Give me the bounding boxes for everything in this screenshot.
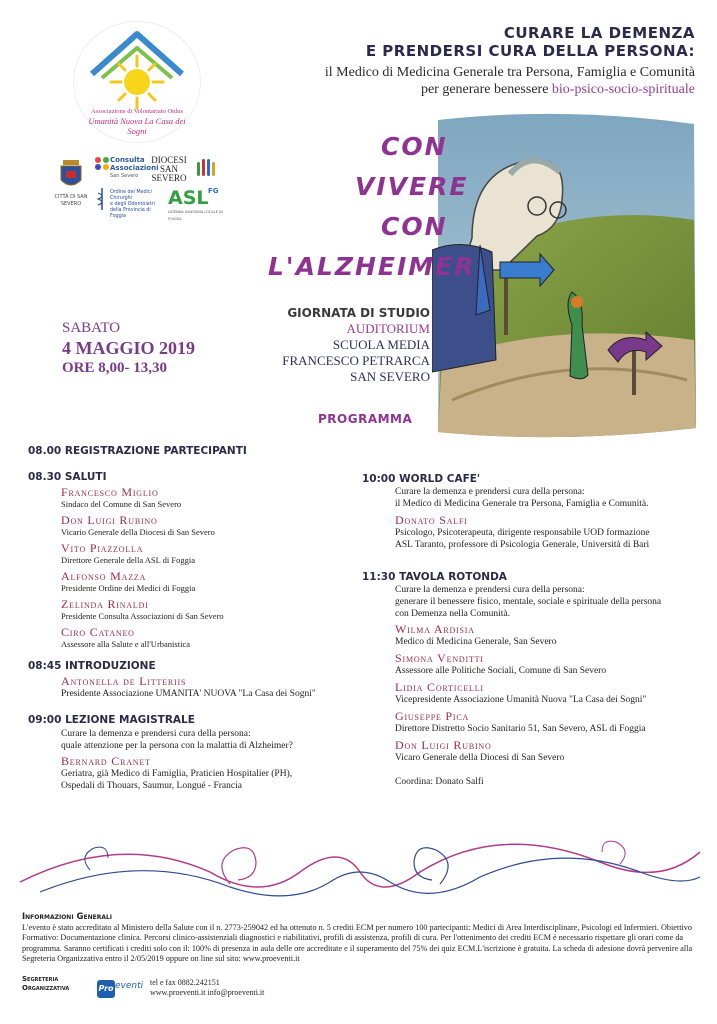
ordine-line-3: della Provincia di Foggia bbox=[110, 208, 151, 219]
cafe-time: 10:00 bbox=[362, 473, 396, 485]
intro-speaker-name: Antonella de Litteriis bbox=[61, 674, 187, 688]
speaker-name: Lidia Corticelli bbox=[395, 680, 484, 694]
title-line-2: E PRENDERSI CURA DELLA PERSONA: bbox=[365, 42, 695, 60]
speaker-role: Vicaro Generale della Diocesi di San Severo bbox=[395, 753, 565, 763]
speaker-name: Ciro Cataneo bbox=[61, 625, 135, 639]
speaker-role: Vicepresidente Associazione Umanità Nuova "La Casa dei Sogni" bbox=[395, 695, 647, 705]
lezione-time: 09:00 bbox=[28, 714, 62, 726]
cafe-text-2: il Medico di Medicina Generale tra Persona, Famiglia e Comunità. bbox=[395, 499, 649, 509]
diocesi-line-3: SEVERO bbox=[151, 173, 187, 183]
tavola-time: 11:30 bbox=[362, 571, 396, 583]
reg-title: REGISTRAZIONE PARTECIPANTI bbox=[64, 445, 247, 457]
people-circle-icon bbox=[94, 155, 110, 171]
saluti-list bbox=[28, 485, 358, 650]
subtitle-accent: bio-psico-socio-spirituale bbox=[551, 82, 695, 97]
tavola-text-2: generare il benessere fisico, mentale, sociale e spirituale della persona bbox=[395, 597, 662, 607]
speaker-name: Don Luigi Rubino bbox=[61, 513, 158, 527]
speaker-role: Direttore Distretto Socio Sanitario 51, San Severo, ASL di Foggia bbox=[395, 724, 646, 734]
citta-label: CITTÀ DI SAN SEVERO bbox=[54, 194, 88, 207]
tavola-row bbox=[362, 571, 702, 583]
speaker-role: Sindaco del Comune di San Severo bbox=[61, 499, 182, 509]
ordine-line-2: e degli Odontoiatri bbox=[110, 202, 155, 207]
speaker-role: Direttore Generale della ASL di Foggia bbox=[61, 555, 195, 565]
event-date: 4 MAGGIO 2019 bbox=[62, 338, 195, 358]
speaker-name: Wilma Ardisia bbox=[395, 622, 475, 636]
subtitle-line-2 bbox=[175, 81, 695, 98]
event-title-1: CON bbox=[381, 132, 448, 161]
program-left-column bbox=[28, 445, 358, 792]
city-label: SAN SEVERO bbox=[350, 369, 430, 384]
lezione-speaker-name: Bernard Cranet bbox=[61, 754, 151, 768]
lezione-text-1: Curare la demenza e prendersi cura della persona: bbox=[61, 729, 251, 739]
asl-subtitle: AZIENDA SANITARIA LOCALE DI FOGGIA bbox=[168, 210, 223, 221]
main-title bbox=[235, 24, 695, 60]
hands-logo bbox=[194, 156, 218, 180]
cafe-role-2: ASL Taranto, professore di Psicologia Generale, Università di Bari bbox=[395, 540, 650, 550]
consulta-line-2: Associazioni bbox=[110, 164, 159, 172]
lezione-text-2: quale attenzione per la persona con la malattia di Alzheimer? bbox=[61, 741, 293, 751]
ordine-line-1: Ordine dei Medici Chirurghi bbox=[110, 190, 152, 201]
saluti-title: SALUTI bbox=[64, 471, 107, 483]
segreteria-line-1: Segreteria bbox=[22, 975, 59, 983]
lezione-row bbox=[28, 714, 358, 726]
lezione-role-1: Geriatra, già Medico di Famiglia, Praticien Hospitalier (PH), bbox=[61, 769, 293, 779]
venue-block bbox=[240, 305, 430, 385]
subtitle bbox=[175, 64, 695, 98]
cafe-role-1: Psicologo, Psicoterapeuta, dirigente responsabile UOD formazione bbox=[395, 528, 650, 538]
intro-row bbox=[28, 660, 358, 672]
subtitle-line-2-a: per generare benessere bbox=[420, 82, 552, 97]
intro-speaker-role: Presidente Associazione UMANITA' NUOVA "La Casa dei Sogni" bbox=[61, 689, 316, 699]
contacts bbox=[150, 978, 264, 998]
citta-san-severo-logo bbox=[54, 158, 88, 208]
segreteria-line-2: Organizzativa bbox=[22, 984, 70, 992]
asl-fg-sup: FG bbox=[208, 187, 219, 195]
speaker-role: Vicario Generale della Diocesi di San Severo bbox=[61, 527, 215, 537]
lezione-role-2: Ospedali di Thouars, Saumur, Longué - Francia bbox=[61, 781, 242, 791]
subtitle-line-1: il Medico di Medicina Generale tra Persona, Famiglia e Comunità bbox=[324, 65, 695, 80]
speaker-role: Medico di Medicina Generale, San Severo bbox=[395, 637, 557, 647]
speaker-role: Assessore alle Politiche Sociali, Comune di San Severo bbox=[395, 666, 607, 676]
cafe-title: WORLD CAFE' bbox=[399, 473, 481, 485]
title-line-1: CURARE LA DEMENZA bbox=[503, 24, 695, 42]
consulta-line-3: San Severo bbox=[110, 173, 139, 179]
consulta-line-1: Consulta bbox=[110, 156, 145, 164]
speaker-name: Vito Piazzolla bbox=[61, 541, 144, 555]
speaker-role: Assessore alla Salute e all'Urbanistica bbox=[61, 639, 190, 649]
tavola-text-1: Curare la demenza e prendersi cura della persona: bbox=[395, 585, 585, 595]
saluti-time: 08.30 bbox=[28, 471, 62, 483]
speaker-name: Francesco Miglio bbox=[61, 485, 159, 499]
diocesi-line-2: SAN bbox=[159, 164, 178, 174]
event-title-2: VIVERE bbox=[355, 172, 469, 201]
logo-line-2: Umanità Nuova La Casa dei Sogni bbox=[88, 116, 186, 136]
speaker-role: Presidente Ordine dei Medici di Foggia bbox=[61, 583, 196, 593]
footer-text: L'evento è stato accreditato al Ministero della Salute con il n. 2773-259042 ed ha ottenuto n. 5 crediti ECM per numero 100 partecipanti: Medici di Area Interdisciplinare, Psicologi ed Infermieri. Obiettivo Formativo: Documentazione clinica. Percorsi clinico-assistenziali diagnostici e riabilitativi, profili di assistenza, profili di cura. Per l'ottenimento dei crediti ECM è necessario rispettare gli orari come da programma. Saranno certificati i crediti solo con il: 100% di presenza in aula delle ore accreditate e il superamento del 75% dei quiz ECM.L'iscrizione è gratuita. La scheda di adesione dovrà pervenire alla Segreteria Organizzativa entro il 2/05/2019 oppure on line sul sito: www.proeventi.it bbox=[22, 922, 693, 963]
tavola-text-3: con Demenza nella Comunità. bbox=[395, 609, 511, 619]
cafe-text-1: Curare la demenza e prendersi cura della persona: bbox=[395, 487, 585, 497]
contact-tel: tel e fax 0882.242151 bbox=[150, 978, 220, 987]
footer-info bbox=[22, 912, 702, 965]
proeventi-pro: Pro bbox=[97, 980, 115, 998]
program-right-column bbox=[362, 473, 702, 788]
proeventi-eventi: eventi bbox=[115, 981, 144, 991]
cafe-row bbox=[362, 473, 702, 485]
hands-icon bbox=[194, 156, 218, 180]
saluti-row bbox=[28, 471, 358, 483]
programma-heading: PROGRAMMA bbox=[318, 412, 413, 426]
speaker-name: Giuseppe Pica bbox=[395, 709, 470, 723]
decorative-swirls bbox=[0, 812, 717, 912]
event-title-4: L'ALZHEIMER bbox=[268, 252, 476, 281]
reg-time: 08.00 bbox=[28, 445, 62, 457]
francesco-label: FRANCESCO PETRARCA bbox=[282, 353, 430, 368]
event-title-3: CON bbox=[381, 212, 448, 241]
cafe-speaker-name: Donato Salfi bbox=[395, 513, 468, 527]
footer-title: Informazioni Generali bbox=[22, 912, 113, 922]
event-hours: ORE 8,00- 13,30 bbox=[62, 360, 167, 376]
scuola-label: SCUOLA MEDIA bbox=[332, 337, 430, 352]
caduceus-icon bbox=[96, 188, 108, 210]
association-logo bbox=[74, 22, 200, 142]
speaker-name: Simona Venditti bbox=[395, 651, 484, 665]
lezione-title: LEZIONE MAGISTRALE bbox=[65, 714, 195, 726]
coordina-text: Coordina: Donato Salfi bbox=[395, 777, 484, 787]
speaker-name: Alfonso Mazza bbox=[61, 569, 147, 583]
auditorium-label: AUDITORIUM bbox=[346, 321, 430, 336]
diocesi-logo bbox=[148, 156, 190, 183]
coat-of-arms-icon bbox=[58, 158, 84, 192]
registration-row bbox=[28, 445, 358, 457]
date-block bbox=[62, 318, 242, 378]
proeventi-logo bbox=[97, 978, 144, 1004]
diocesi-line-1: DIOCESI bbox=[151, 155, 187, 165]
intro-title: INTRODUZIONE bbox=[65, 660, 156, 672]
tavola-title: TAVOLA ROTONDA bbox=[399, 571, 507, 583]
speaker-name: Zelinda Rinaldi bbox=[61, 597, 149, 611]
giornata-label: GIORNATA DI STUDIO bbox=[287, 306, 430, 320]
intro-time: 08:45 bbox=[28, 660, 62, 672]
speaker-name: Don Luigi Rubino bbox=[395, 738, 492, 752]
segreteria-label bbox=[22, 975, 69, 993]
logo-line-1: Associazione di Volontariato Onlus bbox=[90, 108, 183, 115]
asl-letters: ASL bbox=[168, 187, 209, 209]
speaker-role: Presidente Consulta Associazioni di San Severo bbox=[61, 611, 224, 621]
event-day: SABATO bbox=[62, 320, 121, 336]
contact-web[interactable]: www.proeventi.it info@proeventi.it bbox=[150, 988, 265, 997]
